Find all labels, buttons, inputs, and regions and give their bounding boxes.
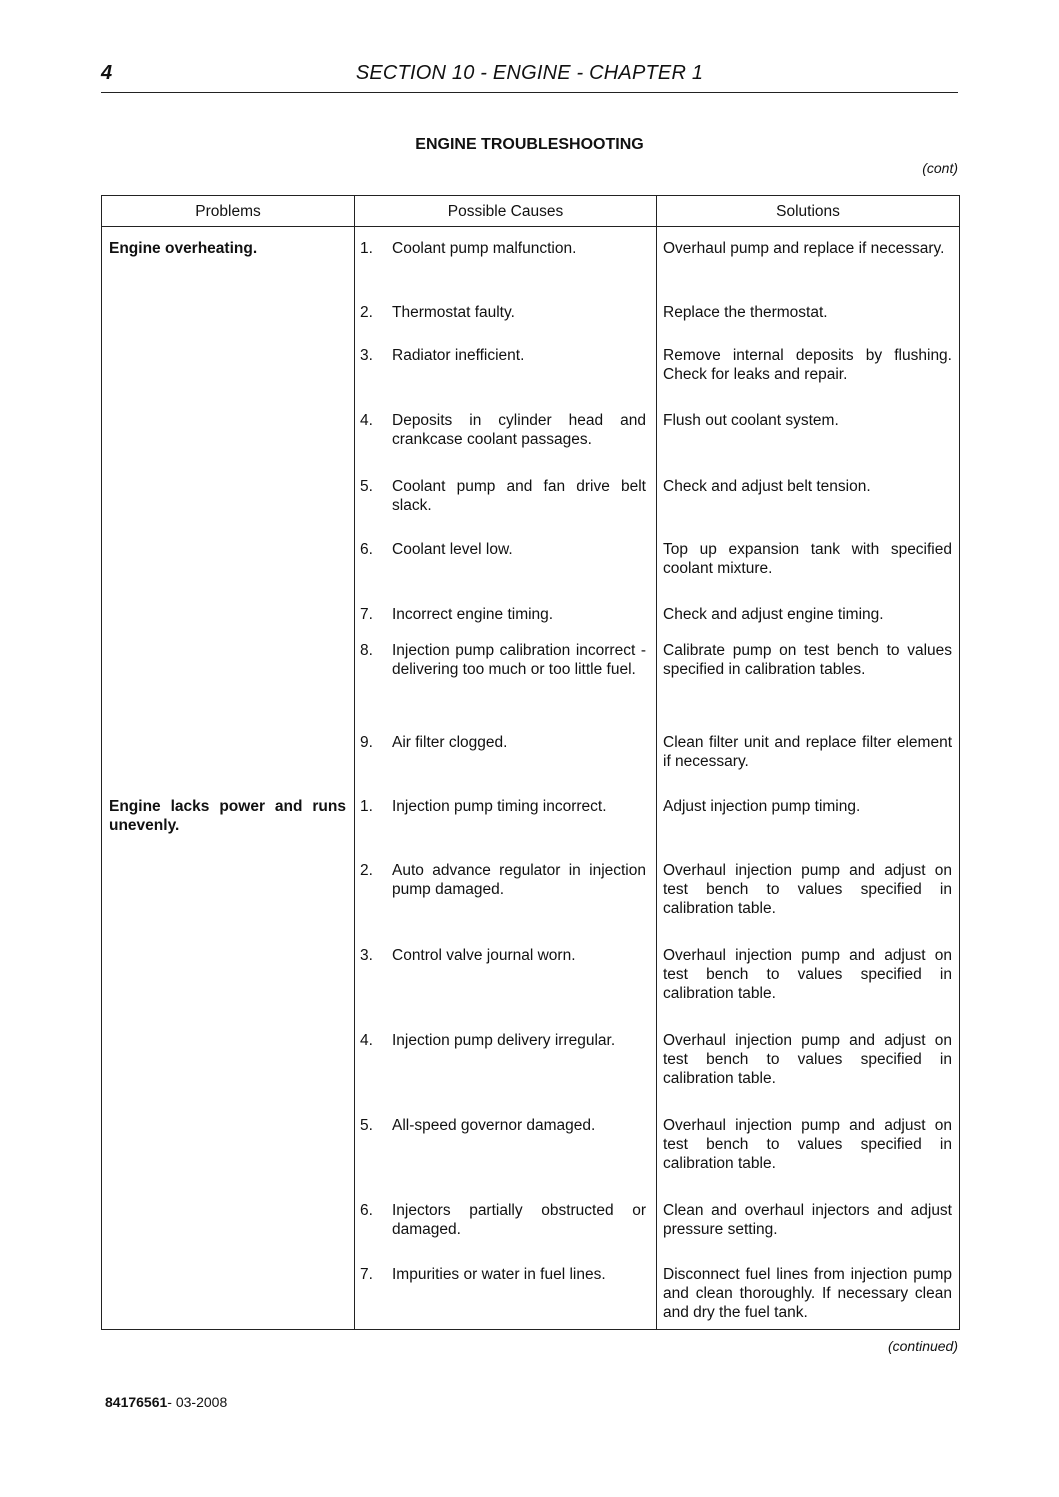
problem-cell bbox=[102, 593, 355, 629]
header-solutions: Solutions bbox=[657, 196, 960, 227]
cause-text: Coolant pump malfunction. bbox=[392, 240, 577, 257]
problem-cell bbox=[102, 399, 355, 465]
cause-number: 1. bbox=[360, 240, 373, 257]
table-row bbox=[102, 1104, 960, 1189]
cause-number: 6. bbox=[360, 540, 373, 558]
solution-cell bbox=[657, 528, 960, 593]
header-possible-causes: Possible Causes bbox=[355, 196, 657, 227]
cause-number: 7. bbox=[360, 1265, 373, 1283]
problem-text: Engine overheating. bbox=[109, 240, 258, 257]
solution-text: Overhaul injection pump and adjust on test bench to values specified in calibration table. bbox=[663, 946, 952, 1002]
cause-cell bbox=[355, 399, 657, 465]
table-header-row bbox=[102, 196, 960, 227]
table-row bbox=[102, 227, 960, 291]
solution-cell bbox=[657, 465, 960, 528]
cause-text: Coolant level low. bbox=[392, 540, 513, 558]
troubleshooting-table bbox=[101, 195, 960, 1330]
cause-text: Injection pump delivery irregular. bbox=[392, 1031, 616, 1049]
solution-text: Check and adjust engine timing. bbox=[663, 605, 884, 623]
solution-cell bbox=[657, 291, 960, 334]
cause-number: 2. bbox=[360, 303, 373, 321]
cause-cell bbox=[355, 291, 657, 334]
cause-number: 3. bbox=[360, 346, 373, 364]
problem-cell bbox=[102, 1104, 355, 1189]
table-row bbox=[102, 593, 960, 629]
solution-text: Check and adjust belt tension. bbox=[663, 477, 871, 495]
cause-cell bbox=[355, 1019, 657, 1104]
cause-cell bbox=[355, 721, 657, 785]
document-date: - 03-2008 bbox=[167, 1394, 228, 1410]
problem-cell bbox=[102, 849, 355, 934]
solution-text: Replace the thermostat. bbox=[663, 303, 828, 321]
cause-number: 3. bbox=[360, 946, 373, 964]
cause-cell bbox=[355, 849, 657, 934]
table-row bbox=[102, 399, 960, 465]
table-row bbox=[102, 528, 960, 593]
solution-cell bbox=[657, 849, 960, 934]
problem-cell bbox=[102, 721, 355, 785]
document-code: 84176561 bbox=[105, 1394, 168, 1410]
solution-cell bbox=[657, 785, 960, 849]
section-title: SECTION 10 - ENGINE - CHAPTER 1 bbox=[355, 62, 704, 84]
cause-text: All-speed governor damaged. bbox=[392, 1116, 596, 1134]
problem-cell bbox=[102, 528, 355, 593]
table-row bbox=[102, 291, 960, 334]
table-body bbox=[102, 227, 960, 1330]
page-footer bbox=[105, 1394, 227, 1410]
table-row bbox=[102, 785, 960, 849]
solution-cell bbox=[657, 399, 960, 465]
solution-text: Adjust injection pump timing. bbox=[663, 797, 861, 815]
problem-cell bbox=[102, 629, 355, 721]
cont-note: (cont) bbox=[922, 160, 958, 176]
cause-text: Injection pump calibration incorrect - delivering too much or too little fuel. bbox=[392, 641, 646, 678]
solution-cell bbox=[657, 227, 960, 291]
solution-text: Overhaul injection pump and adjust on test bench to values specified in calibration table. bbox=[663, 1031, 952, 1087]
cause-number: 2. bbox=[360, 861, 373, 879]
problem-cell bbox=[102, 334, 355, 399]
problem-cell bbox=[102, 291, 355, 334]
table-row bbox=[102, 1019, 960, 1104]
table-row bbox=[102, 629, 960, 721]
cause-number: 6. bbox=[360, 1201, 373, 1219]
solution-cell bbox=[657, 1104, 960, 1189]
cause-cell bbox=[355, 785, 657, 849]
problem-cell bbox=[102, 1253, 355, 1330]
cause-number: 5. bbox=[360, 477, 373, 495]
continued-note: (continued) bbox=[887, 1338, 958, 1354]
problem-cell bbox=[102, 1189, 355, 1253]
problem-cell bbox=[102, 934, 355, 1019]
problem-cell bbox=[102, 465, 355, 528]
solution-text: Clean filter unit and replace filter element if necessary. bbox=[663, 733, 952, 770]
solution-text: Overhaul injection pump and adjust on test bench to values specified in calibration table. bbox=[663, 861, 952, 917]
cause-number: 4. bbox=[360, 1031, 373, 1049]
cause-cell bbox=[355, 465, 657, 528]
solution-cell bbox=[657, 334, 960, 399]
solution-cell bbox=[657, 1019, 960, 1104]
problem-text: Engine lacks power and runs unevenly. bbox=[109, 797, 346, 834]
cause-cell bbox=[355, 528, 657, 593]
cause-number: 8. bbox=[360, 641, 373, 659]
cause-cell bbox=[355, 1104, 657, 1189]
problem-cell bbox=[102, 227, 355, 291]
table-row bbox=[102, 465, 960, 528]
solution-cell bbox=[657, 1253, 960, 1330]
table-row bbox=[102, 1253, 960, 1330]
cause-text: Deposits in cylinder head and crankcase coolant passages. bbox=[392, 411, 646, 448]
cause-cell bbox=[355, 1189, 657, 1253]
cause-cell bbox=[355, 934, 657, 1019]
cause-text: Impurities or water in fuel lines. bbox=[392, 1265, 606, 1283]
solution-cell bbox=[657, 1189, 960, 1253]
solution-text: Clean and overhaul injectors and adjust pressure setting. bbox=[663, 1201, 952, 1238]
problem-cell bbox=[102, 1019, 355, 1104]
page-number: 4 bbox=[101, 62, 113, 84]
solution-text: Overhaul pump and replace if necessary. bbox=[663, 240, 945, 257]
cause-cell bbox=[355, 1253, 657, 1330]
problem-cell bbox=[102, 785, 355, 849]
solution-text: Flush out coolant system. bbox=[663, 411, 839, 429]
solution-cell bbox=[657, 629, 960, 721]
solution-cell bbox=[657, 721, 960, 785]
solution-cell bbox=[657, 593, 960, 629]
solution-text: Disconnect fuel lines from injection pump and clean thoroughly. If necessary clean and dry the fuel tank. bbox=[663, 1265, 952, 1321]
cause-number: 1. bbox=[360, 797, 373, 815]
header-problems: Problems bbox=[102, 196, 355, 227]
cause-text: Air filter clogged. bbox=[392, 733, 508, 751]
cause-number: 5. bbox=[360, 1116, 373, 1134]
solution-text: Overhaul injection pump and adjust on test bench to values specified in calibration table. bbox=[663, 1116, 952, 1172]
solution-text: Remove internal deposits by flushing. Check for leaks and repair. bbox=[663, 346, 952, 383]
cause-text: Control valve journal worn. bbox=[392, 946, 576, 964]
cause-cell bbox=[355, 334, 657, 399]
cause-number: 4. bbox=[360, 411, 373, 429]
cause-cell bbox=[355, 629, 657, 721]
cause-text: Incorrect engine timing. bbox=[392, 605, 554, 623]
cause-number: 9. bbox=[360, 733, 373, 751]
solution-text: Calibrate pump on test bench to values specified in calibration tables. bbox=[663, 641, 952, 678]
cause-cell bbox=[355, 593, 657, 629]
cause-cell bbox=[355, 227, 657, 291]
table-row bbox=[102, 849, 960, 934]
cause-text: Coolant pump and fan drive belt slack. bbox=[392, 477, 646, 514]
cause-text: Thermostat faulty. bbox=[392, 303, 515, 321]
cause-text: Injectors partially obstructed or damaged. bbox=[392, 1201, 646, 1238]
cause-number: 7. bbox=[360, 605, 373, 623]
solution-cell bbox=[657, 934, 960, 1019]
table-row bbox=[102, 1189, 960, 1253]
table-row bbox=[102, 934, 960, 1019]
table-row bbox=[102, 334, 960, 399]
solution-text: Top up expansion tank with specified coolant mixture. bbox=[663, 540, 952, 577]
page-header bbox=[101, 62, 958, 93]
cause-text: Injection pump timing incorrect. bbox=[392, 797, 607, 815]
document-title: ENGINE TROUBLESHOOTING bbox=[415, 136, 644, 153]
cause-text: Radiator inefficient. bbox=[392, 346, 525, 364]
table-row bbox=[102, 721, 960, 785]
cause-text: Auto advance regulator in injection pump damaged. bbox=[392, 861, 646, 898]
